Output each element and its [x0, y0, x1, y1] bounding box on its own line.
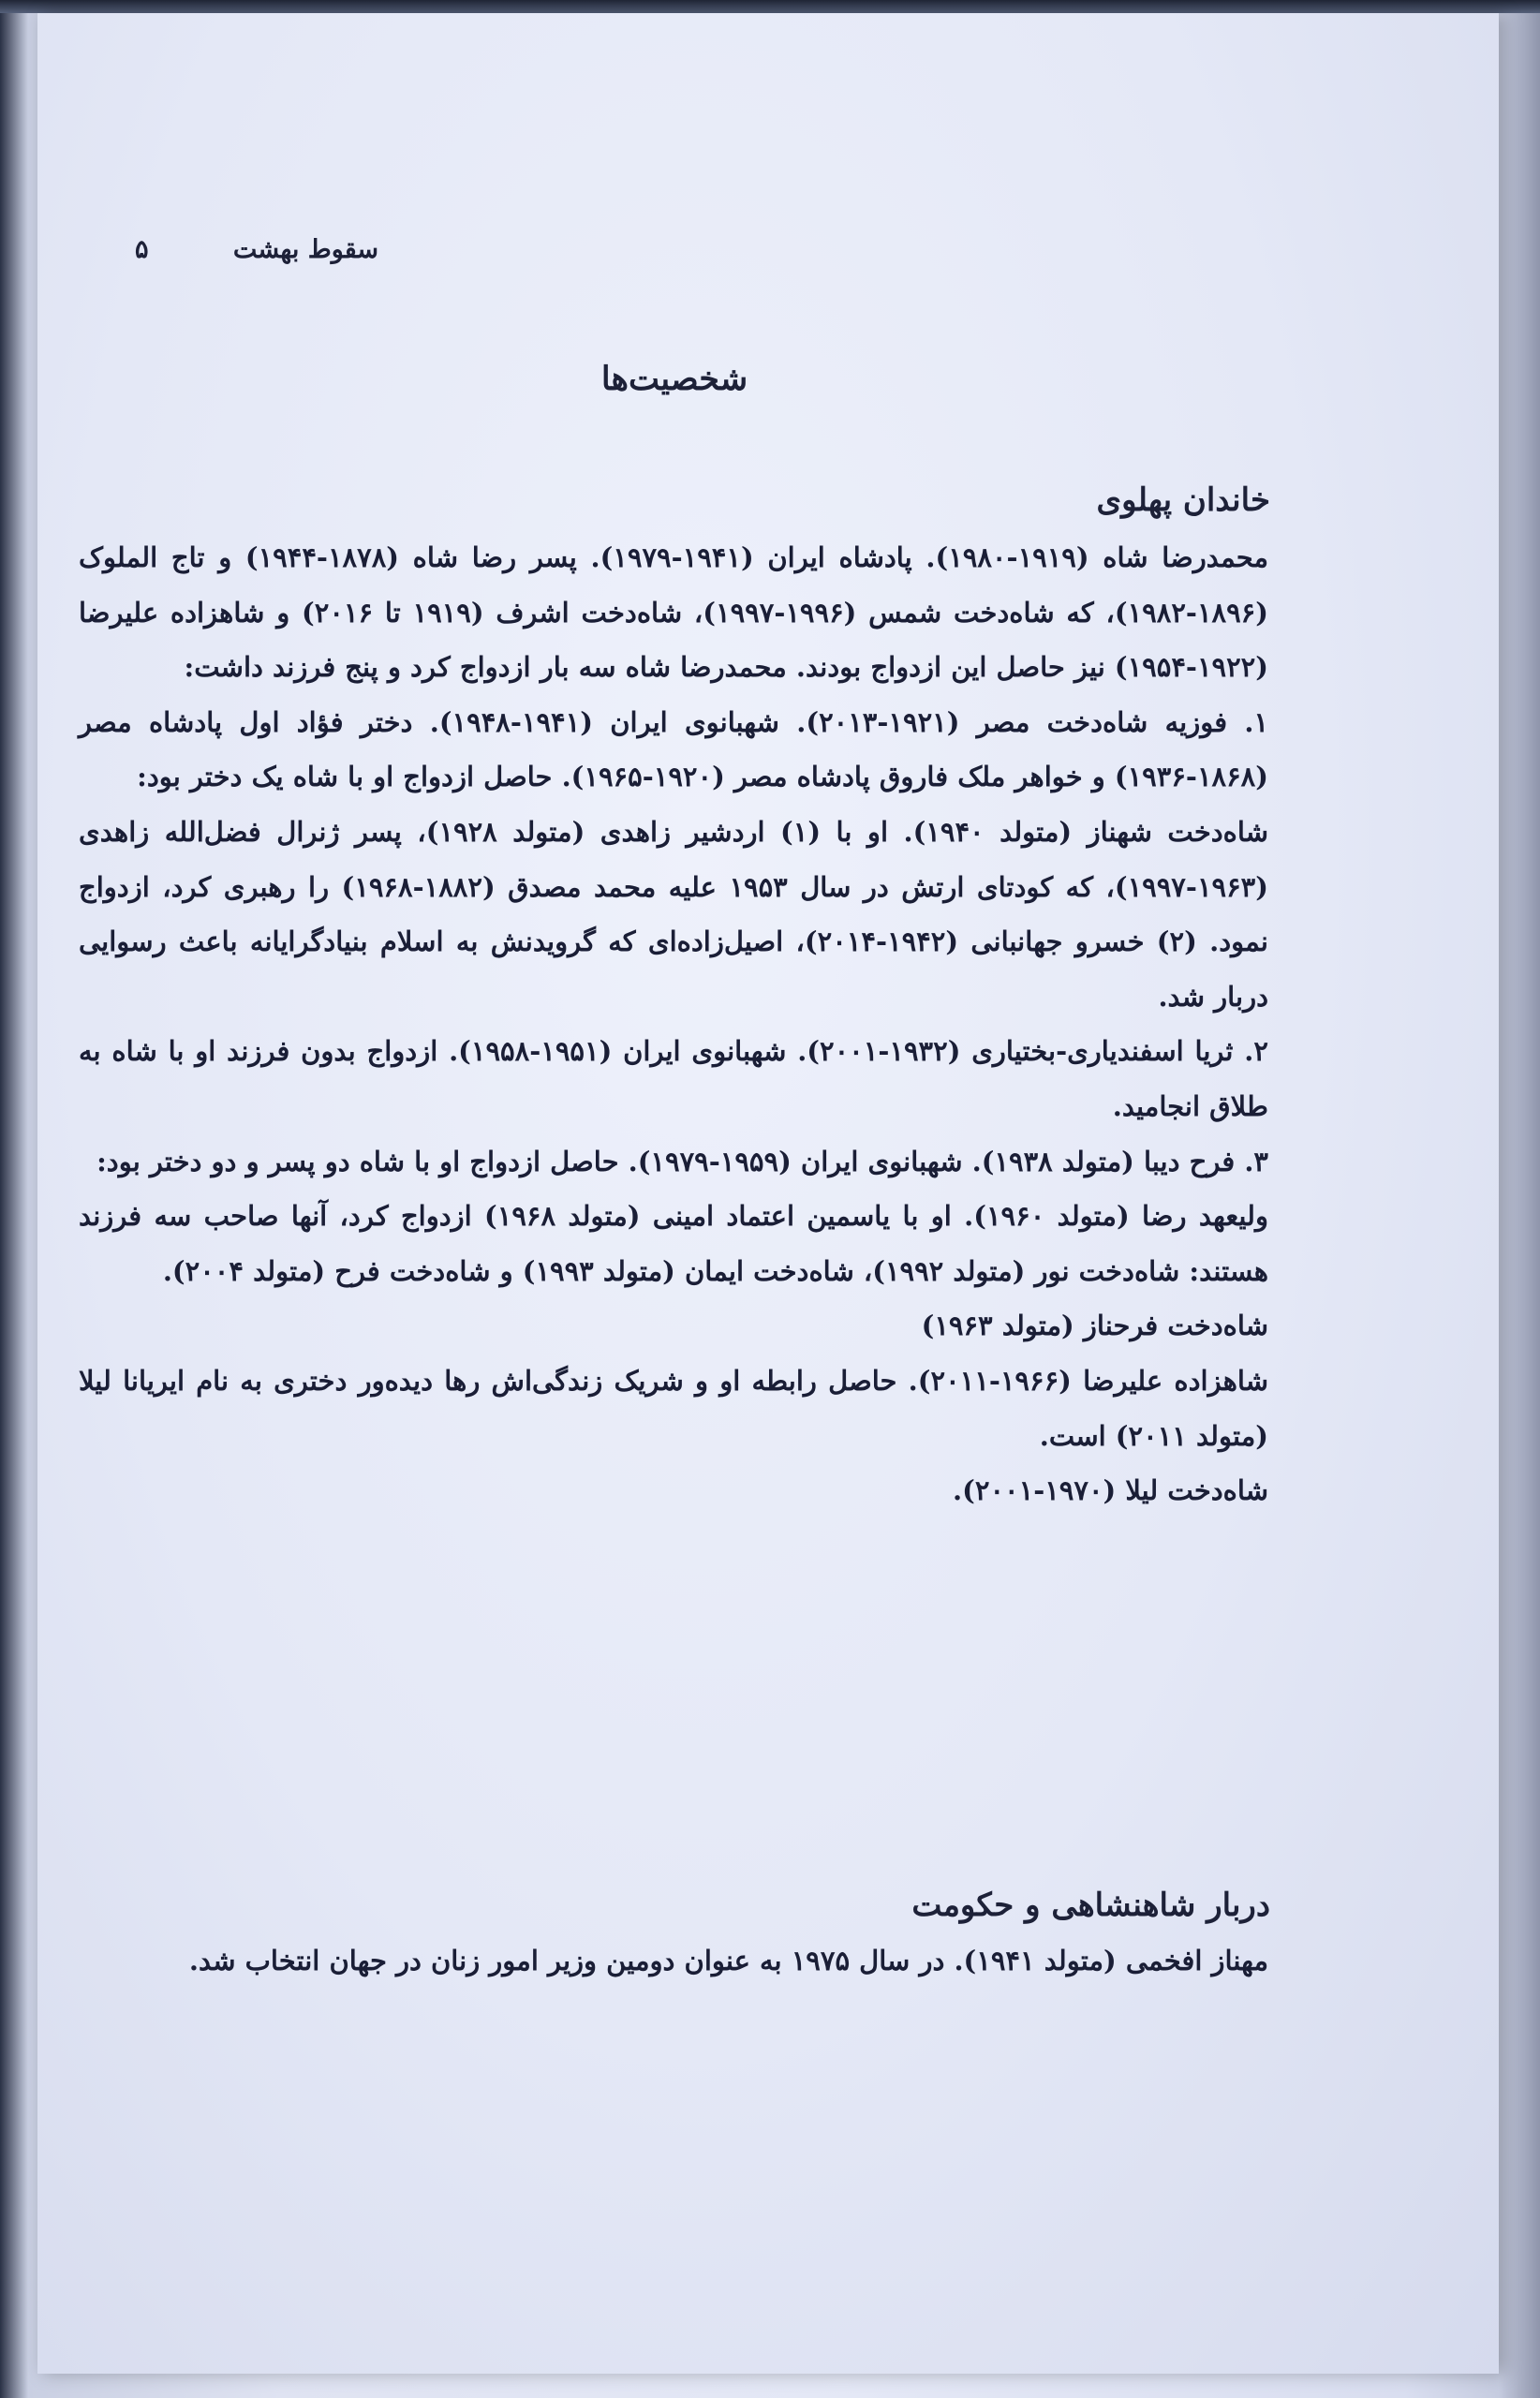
top-dark-edge: [0, 0, 1540, 13]
running-header: [135, 230, 378, 268]
paragraph: ولیعهد رضا (متولد ۱۹۶۰). او با یاسمین اعتماد امینی (متولد ۱۹۶۸) ازدواج کرد، آنها صاحب سه فرزند هستند: شاه‌دخت نور (متولد ۱۹۹۲)، شاه‌دخت ایمان (متولد ۱۹۹۳) و شاه‌دخت فرح (متولد ۲۰۰۴).: [79, 1200, 1268, 1287]
paragraph: شاه‌دخت فرحناز (متولد ۱۹۶۳): [921, 1310, 1268, 1342]
section-body-court: [79, 1933, 1268, 1989]
paragraph: شاهزاده علیرضا (۱۹۶۶-۲۰۱۱). حاصل رابطه او و شریک زندگی‌اش رها دیده‌ور دختری به نام ایریانا لیلا (متولد ۲۰۱۱) است.: [79, 1364, 1269, 1452]
paragraph: ۲. ثریا اسفندیاری-بختیاری (۱۹۳۲-۲۰۰۱). شهبانوی ایران (۱۹۵۱-۱۹۵۸). ازدواج بدون فرزند او با شاه به طلاق انجامید.: [79, 1035, 1268, 1122]
section-heading-pahlavi: خاندان پهلوی: [1096, 481, 1270, 519]
page-number: ۵: [135, 234, 149, 264]
book-title: سقوط بهشت: [232, 234, 378, 264]
book-page: [37, 13, 1499, 2374]
paragraph: شاه‌دخت شهناز (متولد ۱۹۴۰). او با (۱) اردشیر زاهدی (متولد ۱۹۲۸)، پسر ژنرال فضل‌الله زاهدی (۱۹۶۳-۱۹۹۷)، که کودتای ارتش در سال ۱۹۵۳ علیه محمد مصدق (۱۸۸۲-۱۹۶۸) را رهبری کرد، ازدواج نمود. (۲) خسرو جهانبانی (۱۹۴۲-۲۰۱۴)، اصیل‌زاده‌ای که گرویدنش به اسلام بنیادگرایانه باعث رسوایی دربار شد.: [79, 815, 1269, 1013]
paragraph: ۱. فوزیه شاه‌دخت مصر (۱۹۲۱-۲۰۱۳). شهبانوی ایران (۱۹۴۱-۱۹۴۸). دختر فؤاد اول پادشاه مصر (۱۸۶۸-۱۹۳۶) و خواهر ملک فاروق پادشاه مصر (۱۹۲۰-۱۹۶۵). حاصل ازدواج او با شاه یک دختر بود:: [79, 705, 1269, 793]
paragraph: محمدرضا شاه (۱۹۱۹-۱۹۸۰). پادشاه ایران (۱۹۴۱-۱۹۷۹). پسر رضا شاه (۱۸۷۸-۱۹۴۴) و تاج الملوک (۱۸۹۶-۱۹۸۲)، که شاه‌دخت شمس (۱۹۹۶-۱۹۹۷)، شاه‌دخت اشرف (۱۹۱۹ تا ۲۰۱۶) و شاهزاده علیرضا (۱۹۲۲-۱۹۵۴) نیز حاصل این ازدواج بودند. محمدرضا شاه سه بار ازدواج کرد و پنج فرزند داشت:: [79, 541, 1268, 684]
section-body-pahlavi: [79, 530, 1268, 1518]
section-heading-court: دربار شاهنشاهی و حکومت: [911, 1887, 1270, 1924]
paragraph: شاه‌دخت لیلا (۱۹۷۰-۲۰۰۱).: [953, 1474, 1268, 1507]
page-title: شخصیت‌ها: [600, 360, 748, 398]
paragraph: مهناز افخمی (متولد ۱۹۴۱). در سال ۱۹۷۵ به عنوان دومین وزیر امور زنان در جهان انتخاب شد.: [188, 1945, 1268, 1976]
paragraph: ۳. فرح دیبا (متولد ۱۹۳۸). شهبانوی ایران (۱۹۵۹-۱۹۷۹). حاصل ازدواج او با شاه دو پسر و دو دختر بود:: [96, 1145, 1268, 1177]
